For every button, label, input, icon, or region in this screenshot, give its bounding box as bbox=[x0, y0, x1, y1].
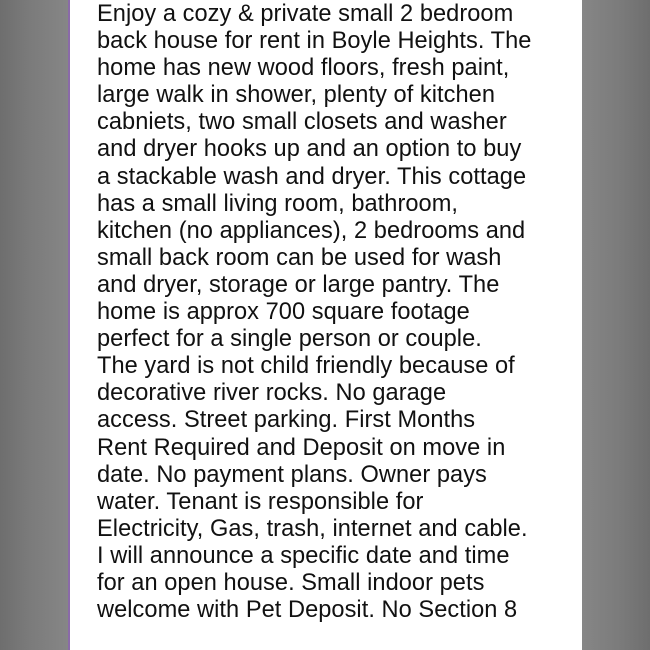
description-line-6: and dryer hooks up and an option to buy bbox=[97, 136, 522, 163]
description-line-10: small back room can be used for wash bbox=[97, 244, 502, 271]
description-line-12: home is approx 700 square footage bbox=[97, 299, 470, 326]
description-line-19: water. Tenant is responsible for bbox=[97, 488, 424, 515]
description-line-1: Enjoy a cozy & private small 2 bedroom bbox=[97, 1, 514, 27]
description-line-20: Electricity, Gas, trash, internet and cable. bbox=[97, 515, 528, 542]
description-line-22: for an open house. Small indoor pets bbox=[97, 569, 485, 596]
rental-listing-post bbox=[68, 0, 582, 650]
description-line-23: welcome with Pet Deposit. No Section 8 bbox=[97, 597, 518, 624]
description-line-5: cabniets, two small closets and washer bbox=[97, 109, 507, 136]
description-line-9: kitchen (no appliances), 2 bedrooms and bbox=[97, 217, 526, 244]
description-line-13: perfect for a single person or couple. bbox=[97, 326, 482, 353]
description-line-18: date. No payment plans. Owner pays bbox=[97, 461, 487, 488]
description-line-8: has a small living room, bathroom, bbox=[97, 190, 458, 217]
description-line-16: access. Street parking. First Months bbox=[97, 407, 476, 434]
description-line-3: home has new wood floors, fresh paint, bbox=[97, 55, 510, 82]
description-line-11: and dryer, storage or large pantry. The bbox=[97, 271, 500, 298]
description-line-4: large walk in shower, plenty of kitchen bbox=[97, 82, 496, 109]
description-line-15: decorative river rocks. No garage bbox=[97, 380, 447, 407]
description-line-17: Rent Required and Deposit on move in bbox=[97, 434, 506, 461]
description-line-21: I will announce a specific date and time bbox=[97, 542, 510, 569]
description-line-7: a stackable wash and dryer. This cottage bbox=[97, 163, 527, 190]
description-line-2: back house for rent in Boyle Heights. The bbox=[97, 28, 532, 55]
description-line-14: The yard is not child friendly because of bbox=[97, 353, 515, 380]
listing-description bbox=[97, 1, 582, 624]
